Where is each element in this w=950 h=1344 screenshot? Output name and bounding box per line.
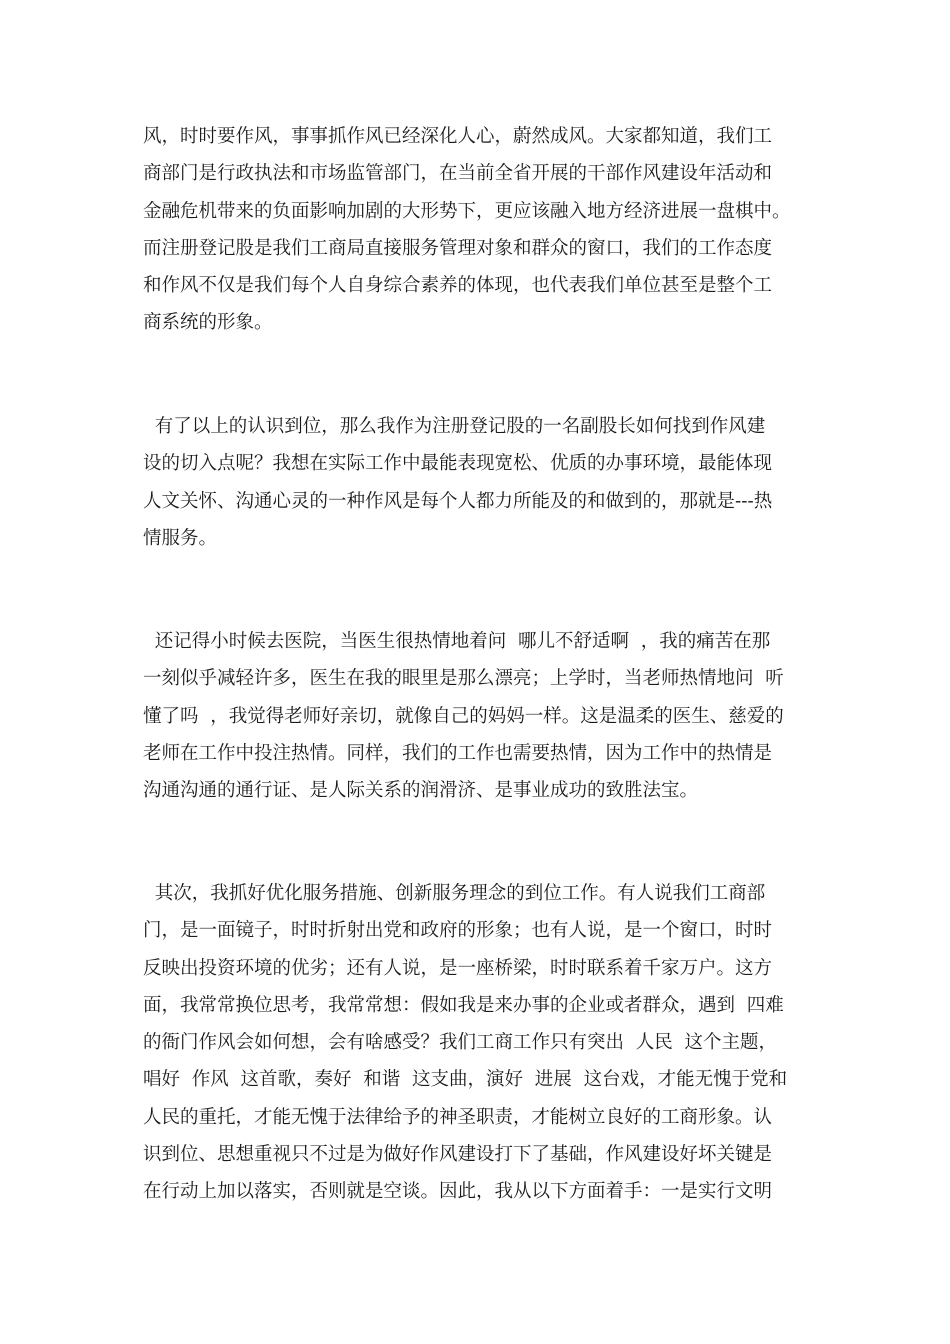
paragraph-line: 识到位、思想重视只不过是为做好作风建设打下了基础，作风建设好坏关键是	[143, 1144, 773, 1166]
paragraph-line: 人民的重托，才能无愧于法律给予的神圣职责，才能树立良好的工商形象。认	[143, 1106, 773, 1128]
paragraph-2	[143, 408, 803, 557]
paragraph-line: 人文关怀、沟通心灵的一种作风是每个人都力所能及的和做到的，那就是---热	[143, 490, 773, 512]
paragraph-line: 懂了吗 ，我觉得老师好亲切，就像自己的妈妈一样。这是温柔的医生、慈爱的	[143, 705, 784, 727]
paragraph-line: 有了以上的认识到位，那么我作为注册登记股的一名副股长如何找到作风建	[143, 416, 766, 437]
paragraph-line: 在行动上加以落实，否则就是空谈。因此，我从以下方面着手：一是实行文明	[143, 1181, 773, 1203]
paragraph-line: 设的切入点呢？我想在实际工作中最能表现宽松、优质的办事环境，最能体现	[143, 453, 773, 475]
paragraph-3	[143, 623, 803, 809]
paragraph-line: 商部门是行政执法和市场监管部门，在当前全省开展的干部作风建设年活动和	[143, 163, 773, 185]
paragraph-4	[143, 875, 803, 1211]
paragraph-line: 的衙门作风会如何想，会有啥感受？我们工商工作只有突出 人民 这个主题，	[143, 1032, 778, 1054]
paragraph-line: 和作风不仅是我们每个人自身综合素养的体现，也代表我们单位甚至是整个工	[143, 275, 773, 297]
paragraph-line: 其次，我抓好优化服务措施、创新服务理念的到位工作。有人说我们工商部	[143, 883, 766, 904]
paragraph-line: 金融危机带来的负面影响加剧的大形势下，更应该融入地方经济进展一盘棋中。	[143, 200, 791, 222]
paragraph-line: 唱好 作风 这首歌，奏好 和谐 这支曲，演好 进展 这台戏，才能无愧于党和	[143, 1069, 788, 1091]
paragraph-line: 门，是一面镜子，时时折射出党和政府的形象；也有人说，是一个窗口，时时	[143, 920, 773, 942]
paragraph-line: 情服务。	[143, 527, 218, 549]
paragraph-line: 面，我常常换位思考，我常常想：假如我是来办事的企业或者群众，遇到 四难	[143, 994, 784, 1016]
paragraph-line: 老师在工作中投注热情。同样，我们的工作也需要热情，因为工作中的热情是	[143, 742, 773, 764]
paragraph-line: 商系统的形象。	[143, 312, 273, 334]
paragraph-line: 沟通沟通的通行证、是人际关系的润滑济、是事业成功的致胜法宝。	[143, 780, 699, 802]
paragraph-line: 反映出投资环境的优劣；还有人说，是一座桥梁，时时联系着千家万户。这方	[143, 957, 773, 979]
paragraph-line: 而注册登记股是我们工商局直接服务管理对象和群众的窗口，我们的工作态度	[143, 237, 773, 259]
paragraph-1	[143, 118, 803, 342]
paragraph-line: 风，时时要作风，事事抓作风已经深化人心，蔚然成风。大家都知道，我们工	[143, 126, 773, 147]
paragraph-line: 还记得小时候去医院，当医生很热情地着问 哪儿不舒适啊 ，我的痛苦在那	[143, 631, 771, 652]
paragraph-line: 一刻似乎减轻许多，医生在我的眼里是那么漂亮；上学时，当老师热情地问 听	[143, 668, 784, 690]
